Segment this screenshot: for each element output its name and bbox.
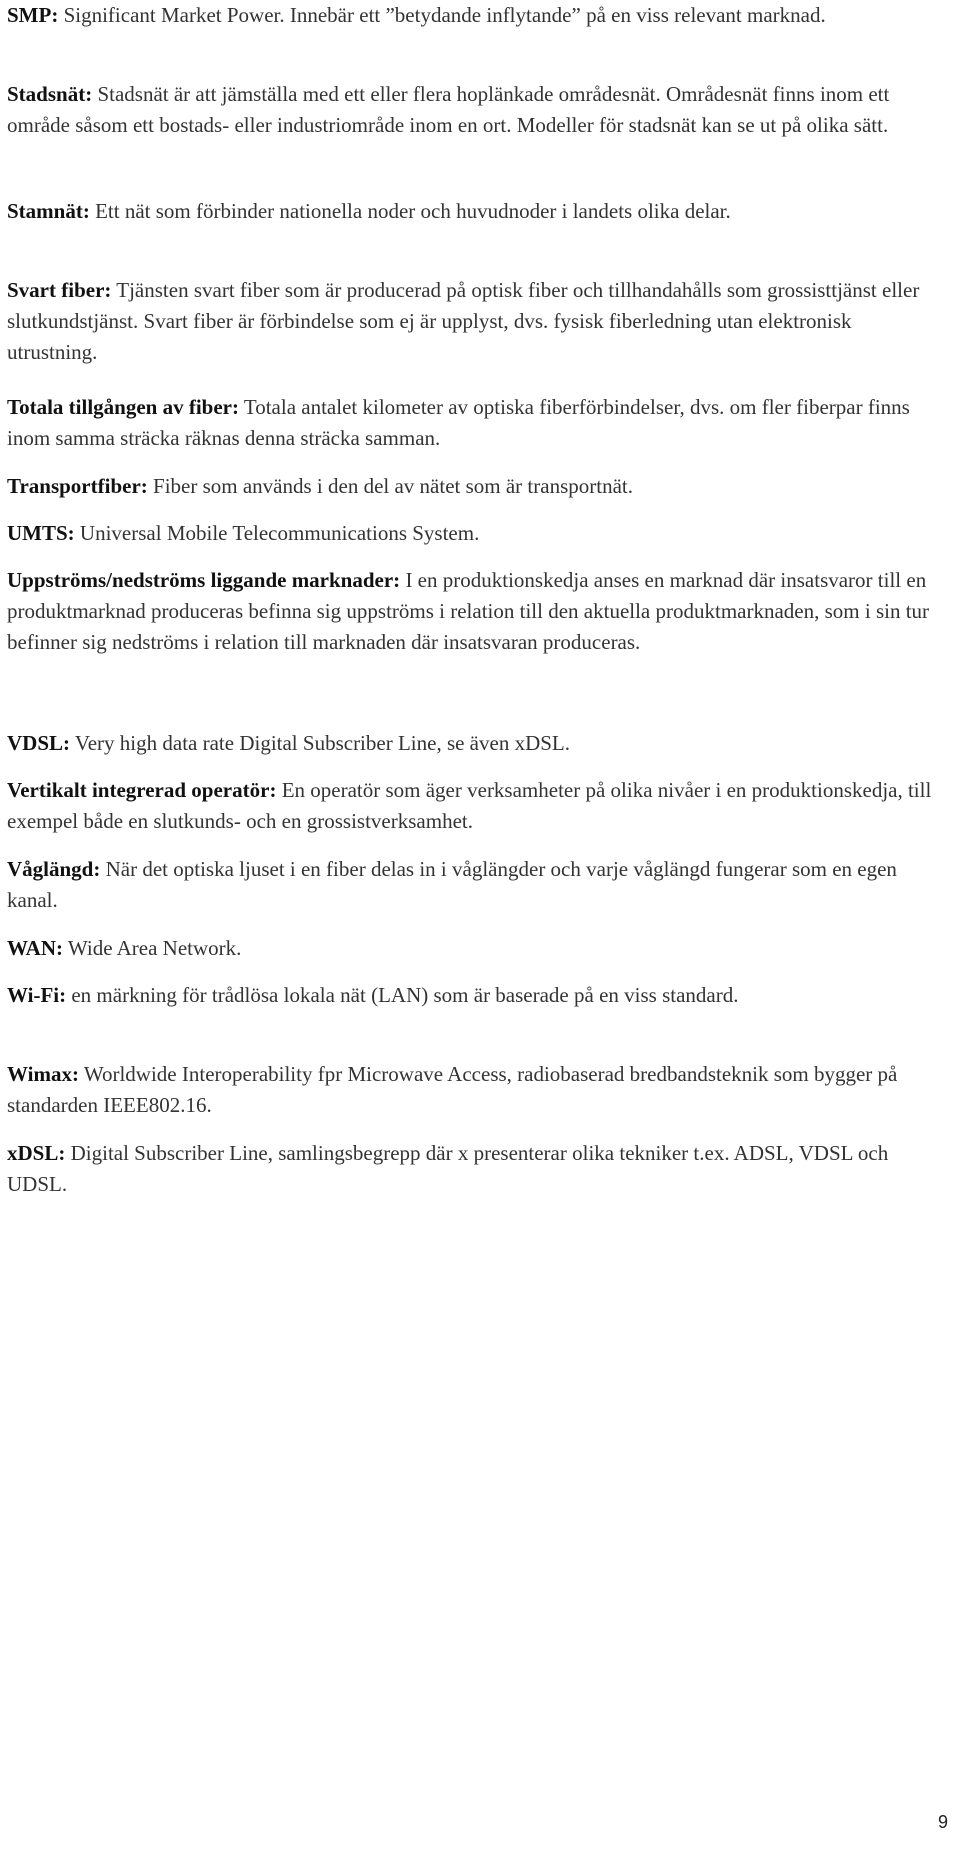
glossary-definition: Universal Mobile Telecommunications System. (79, 521, 480, 545)
glossary-definition: När det optiska ljuset i en fiber delas in i våglängder och varje våglängd fungerar som en egen kanal. (7, 857, 897, 912)
glossary-entry-uppstroms-nedstroms (7, 565, 947, 658)
glossary-entry-totala-tillgangen (7, 392, 947, 454)
glossary-term: Stamnät: (7, 199, 90, 223)
glossary-term: VDSL: (7, 731, 71, 755)
glossary-definition: Very high data rate Digital Subscriber Line, se även xDSL. (74, 731, 571, 755)
glossary-term: Svart fiber: (7, 278, 112, 302)
glossary-entry-wan (7, 933, 947, 964)
glossary-definition: Worldwide Interoperability fpr Microwave Access, radiobaserad bredbandsteknik som bygger på standarden IEEE802.16. (7, 1062, 898, 1117)
glossary-definition: Tjänsten svart fiber som är producerad på optisk fiber och tillhandahålls som grossisttjänst eller slutkundstjänst. Svart fiber är förbindelse som ej är upplyst, dvs. fysisk fiberledning utan elektronisk utrustning. (7, 278, 920, 364)
glossary-term: Wi-Fi: (7, 983, 67, 1007)
glossary-entry-smp (7, 0, 947, 31)
glossary-definition: Ett nät som förbinder nationella noder och huvudnoder i landets olika delar. (95, 199, 731, 223)
glossary-definition: Totala antalet kilometer av optiska fiberförbindelser, dvs. om fler fiberpar finns inom samma sträcka räknas denna sträcka samman. (7, 395, 910, 450)
glossary-term: UMTS: (7, 521, 75, 545)
glossary-entry-umts (7, 518, 947, 549)
glossary-entry-stadsnat (7, 79, 947, 141)
glossary-definition: I en produktionskedja anses en marknad där insatsvaror till en produktmarknad produceras befinna sig uppströms i relation till den aktuella produktmarknaden, som i sin tur befinner sig nedströms i relation till marknaden där insatsvaran produceras. (7, 568, 930, 654)
glossary-term: SMP: (7, 3, 59, 27)
glossary-definition: Digital Subscriber Line, samlingsbegrepp där x presenterar olika tekniker t.ex. ADSL, VDSL och UDSL. (7, 1141, 889, 1196)
glossary-definition: En operatör som äger verksamheter på olika nivåer i en produktionskedja, till exempel både en slutkunds- och en grossistverksamhet. (7, 778, 932, 833)
glossary-definition: Stadsnät är att jämställa med ett eller flera hoplänkade områdesnät. Områdesnät finns inom ett område såsom ett bostads- eller industriområde inom en ort. Modeller för stadsnät kan se ut på olika sätt. (7, 82, 890, 137)
glossary-term: Uppströms/nedströms liggande marknader: (7, 568, 401, 592)
glossary-definition: Significant Market Power. Innebär ett ”betydande inflytande” på en viss relevant marknad. (63, 3, 826, 27)
glossary-term: Transportfiber: (7, 474, 148, 498)
glossary-definition: Wide Area Network. (67, 936, 242, 960)
glossary-entry-stamnat (7, 196, 947, 227)
glossary-term: Totala tillgången av fiber: (7, 395, 239, 419)
glossary-entry-wimax (7, 1059, 947, 1121)
glossary-entry-wifi (7, 980, 947, 1011)
page-number: 9 (937, 1812, 948, 1832)
glossary-entry-vertikalt-integrerad (7, 775, 947, 837)
glossary-definition: en märkning för trådlösa lokala nät (LAN) som är baserade på en viss standard. (71, 983, 739, 1007)
glossary-definition: Fiber som används i den del av nätet som är transportnät. (153, 474, 633, 498)
glossary-entry-svart-fiber (7, 275, 947, 368)
glossary-term: Wimax: (7, 1062, 79, 1086)
glossary-entry-vdsl (7, 728, 947, 759)
glossary-term: xDSL: (7, 1141, 66, 1165)
glossary-entry-xdsl (7, 1138, 947, 1200)
glossary-entry-transportfiber (7, 471, 947, 502)
glossary-term: Våglängd: (7, 857, 101, 881)
glossary-entry-vaglangd (7, 854, 947, 916)
glossary-term: Vertikalt integrerad operatör: (7, 778, 277, 802)
glossary-term: Stadsnät: (7, 82, 93, 106)
glossary-term: WAN: (7, 936, 63, 960)
